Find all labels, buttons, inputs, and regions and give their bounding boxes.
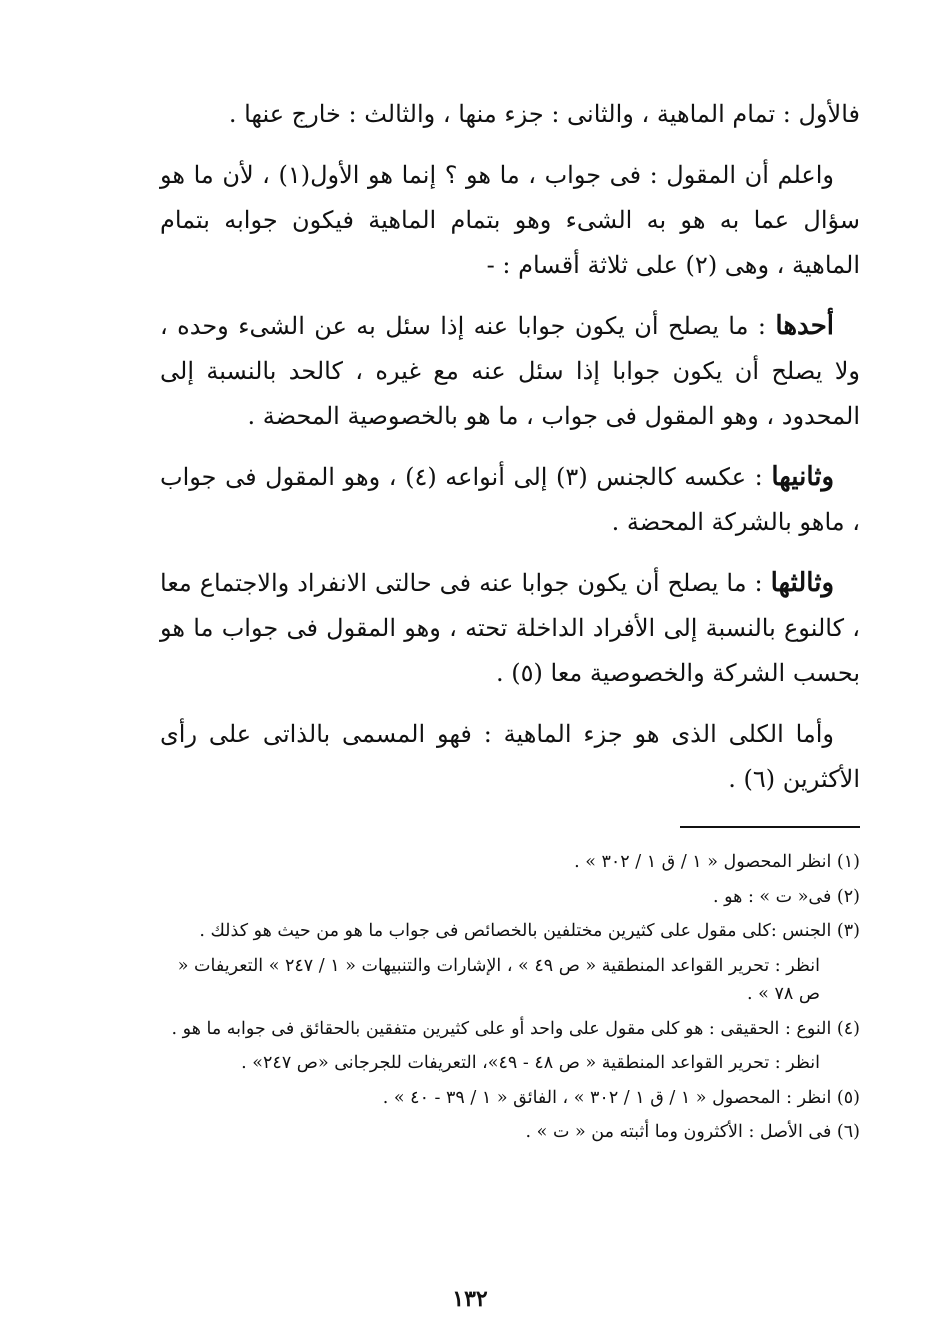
footnote-2: (٢) فى« ت » : هو . (712, 886, 860, 907)
paragraph-4 (160, 455, 860, 545)
paragraph-6: وأما الكلى الذى هو جزء الماهية : فهو المسمى بالذاتى على رأى الأكثرين (٦) . (160, 720, 860, 793)
footnote-3: (٣) الجنس :كلى مقول على كثيرين مختلفين بالخصائص فى جواب ما هو من حيث هو كذلك . (199, 921, 860, 941)
paragraph-3 (160, 304, 860, 439)
paragraph-2: واعلم أن المقول : فى جواب ، ما هو ؟ إنما هو الأول(١) ، لأن ما هو سؤال عما به هو به الشىء وهو بتمام الماهية فيكون جوابه بتمام الماهية ، وهى (٢) على ثلاثة أقسام : - (160, 161, 860, 279)
footnote-6: (٦) فى الأصل : الأكثرون وما أثبته من « ت » . (525, 1122, 860, 1142)
footnote-4-reference: انظر : تحرير القواعد المنطقية « ص ٤٨ - ٤٩»، التعريفات للجرجانى «ص ٢٤٧» . (241, 1053, 820, 1073)
paragraph-3-lead: أحدها (775, 311, 834, 341)
main-text (160, 92, 860, 818)
paragraph-4-lead: وثانيها (771, 462, 835, 492)
footnotes (160, 848, 860, 1153)
footnote-separator (680, 826, 860, 828)
paragraph-1: فالأول : تمام الماهية ، والثانى : جزء منها ، والثالث : خارج عنها . (228, 100, 860, 128)
paragraph-3-text: : ما يصلح أن يكون جوابا عنه إذا سئل به عن الشىء وحده ، ولا يصلح أن يكون جوابا إذا سئل عنه مع غيره ، كالحد بالنسبة إلى المحدود ، وهو المقول فى جواب ، ما هو بالخصوصية المحضة . (160, 312, 860, 430)
footnote-4: (٤) النوع : الحقيقى : هو كلى مقول على واحد أو على كثيرين متفقين بالحقائق فى جوابه ما هو . (171, 1018, 860, 1039)
paragraph-5-lead: وثالثها (770, 568, 834, 598)
footnote-3-reference: انظر : تحرير القواعد المنطقية « ص ٤٩ » ، الإشارات والتنبيهات « ١ / ٢٤٧ » التعريفات « ص ٧٨ » . (177, 955, 820, 1004)
paragraph-5 (160, 561, 860, 696)
page-number: ١٣٢ (452, 1286, 488, 1312)
paragraph-5-text: : ما يصلح أن يكون جوابا عنه فى حالتى الانفراد والاجتماع معا ، كالنوع بالنسبة إلى الأفراد الداخلة تحته ، وهو المقول فى جواب ما هو بحسب الشركة والخصوصية معا (٥) . (160, 569, 860, 687)
paragraph-4-text: : عكسه كالجنس (٣) إلى أنواعه (٤) ، وهو المقول فى جواب ، ماهو بالشركة المحضة . (160, 463, 860, 536)
footnote-5: (٥) انظر : المحصول « ١ / ق ١ / ٣٠٢ » ، الفائق « ١ / ٣٩ - ٤٠ » . (382, 1087, 860, 1108)
footnote-1: (١) انظر المحصول « ١ / ق ١ / ٣٠٢ » . (574, 852, 860, 872)
